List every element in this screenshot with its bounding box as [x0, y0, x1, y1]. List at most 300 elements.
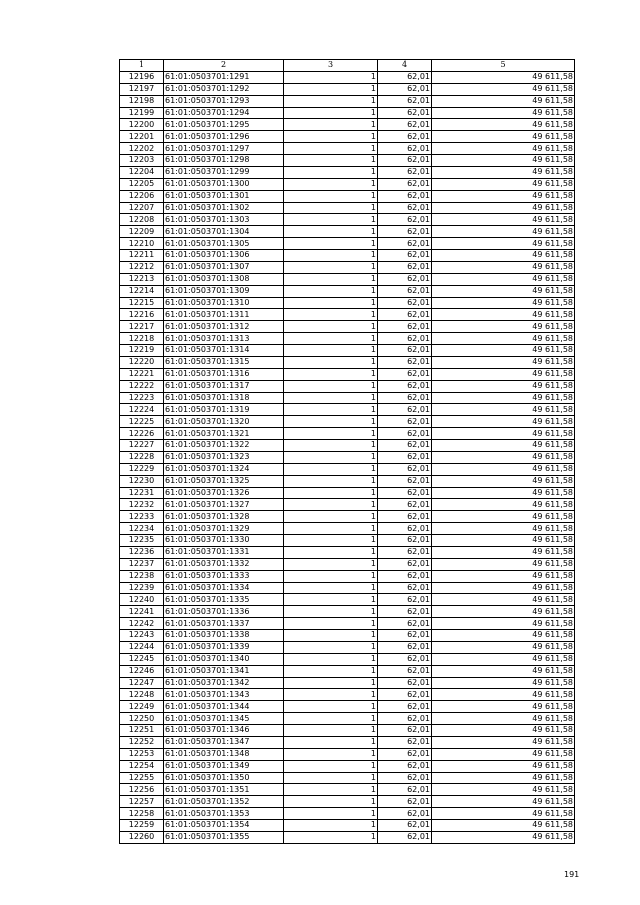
row-number-cell: 12256	[120, 784, 164, 796]
cadastral-number-cell: 61:01:0503701:1345	[164, 713, 284, 725]
count-cell: 1	[284, 250, 378, 262]
table-row	[120, 463, 575, 475]
count-cell: 1	[284, 570, 378, 582]
row-number-cell: 12250	[120, 713, 164, 725]
row-number-cell: 12227	[120, 440, 164, 452]
cadastral-number-cell: 61:01:0503701:1293	[164, 95, 284, 107]
cadastral-number-cell: 61:01:0503701:1319	[164, 404, 284, 416]
row-number-cell: 12197	[120, 83, 164, 95]
area-cell: 62,01	[378, 677, 432, 689]
table-row	[120, 511, 575, 523]
row-number-cell: 12210	[120, 238, 164, 250]
value-cell: 49 611,58	[432, 582, 575, 594]
value-cell: 49 611,58	[432, 226, 575, 238]
cadastral-number-cell: 61:01:0503701:1354	[164, 820, 284, 832]
table-row	[120, 535, 575, 547]
area-cell: 62,01	[378, 238, 432, 250]
table-row	[120, 309, 575, 321]
area-cell: 62,01	[378, 475, 432, 487]
count-cell: 1	[284, 499, 378, 511]
cadastral-number-cell: 61:01:0503701:1338	[164, 630, 284, 642]
cadastral-number-cell: 61:01:0503701:1326	[164, 487, 284, 499]
table-row	[120, 499, 575, 511]
row-number-cell: 12237	[120, 558, 164, 570]
count-cell: 1	[284, 131, 378, 143]
cadastral-number-cell: 61:01:0503701:1331	[164, 546, 284, 558]
row-number-cell: 12198	[120, 95, 164, 107]
area-cell: 62,01	[378, 665, 432, 677]
area-cell: 62,01	[378, 713, 432, 725]
count-cell: 1	[284, 166, 378, 178]
cadastral-number-cell: 61:01:0503701:1297	[164, 143, 284, 155]
table-header-row	[120, 60, 575, 72]
table-row	[120, 808, 575, 820]
value-cell: 49 611,58	[432, 808, 575, 820]
area-cell: 62,01	[378, 451, 432, 463]
row-number-cell: 12228	[120, 451, 164, 463]
cadastral-number-cell: 61:01:0503701:1312	[164, 321, 284, 333]
table-row	[120, 392, 575, 404]
cadastral-number-cell: 61:01:0503701:1343	[164, 689, 284, 701]
cadastral-number-cell: 61:01:0503701:1337	[164, 618, 284, 630]
table-row	[120, 820, 575, 832]
table-row	[120, 297, 575, 309]
value-cell: 49 611,58	[432, 641, 575, 653]
value-cell: 49 611,58	[432, 83, 575, 95]
cadastral-number-cell: 61:01:0503701:1332	[164, 558, 284, 570]
count-cell: 1	[284, 582, 378, 594]
value-cell: 49 611,58	[432, 166, 575, 178]
table-row	[120, 380, 575, 392]
count-cell: 1	[284, 653, 378, 665]
value-cell: 49 611,58	[432, 831, 575, 843]
row-number-cell: 12234	[120, 523, 164, 535]
count-cell: 1	[284, 83, 378, 95]
table-row	[120, 725, 575, 737]
table-row	[120, 831, 575, 843]
cadastral-number-cell: 61:01:0503701:1291	[164, 71, 284, 83]
area-cell: 62,01	[378, 523, 432, 535]
table-row	[120, 107, 575, 119]
table-row	[120, 475, 575, 487]
count-cell: 1	[284, 178, 378, 190]
cadastral-number-cell: 61:01:0503701:1292	[164, 83, 284, 95]
value-cell: 49 611,58	[432, 653, 575, 665]
row-number-cell: 12196	[120, 71, 164, 83]
cadastral-number-cell: 61:01:0503701:1308	[164, 273, 284, 285]
table-row	[120, 261, 575, 273]
count-cell: 1	[284, 736, 378, 748]
area-cell: 62,01	[378, 107, 432, 119]
value-cell: 49 611,58	[432, 155, 575, 167]
area-cell: 62,01	[378, 582, 432, 594]
table-row	[120, 665, 575, 677]
cadastral-number-cell: 61:01:0503701:1305	[164, 238, 284, 250]
row-number-cell: 12220	[120, 356, 164, 368]
cadastral-number-cell: 61:01:0503701:1355	[164, 831, 284, 843]
row-number-cell: 12258	[120, 808, 164, 820]
count-cell: 1	[284, 309, 378, 321]
area-cell: 62,01	[378, 487, 432, 499]
count-cell: 1	[284, 463, 378, 475]
cadastral-number-cell: 61:01:0503701:1341	[164, 665, 284, 677]
table-row	[120, 630, 575, 642]
cadastral-number-cell: 61:01:0503701:1317	[164, 380, 284, 392]
area-cell: 62,01	[378, 416, 432, 428]
table-row	[120, 214, 575, 226]
count-cell: 1	[284, 748, 378, 760]
value-cell: 49 611,58	[432, 748, 575, 760]
value-cell: 49 611,58	[432, 570, 575, 582]
row-number-cell: 12242	[120, 618, 164, 630]
value-cell: 49 611,58	[432, 321, 575, 333]
count-cell: 1	[284, 143, 378, 155]
row-number-cell: 12225	[120, 416, 164, 428]
row-number-cell: 12221	[120, 368, 164, 380]
count-cell: 1	[284, 511, 378, 523]
cadastral-number-cell: 61:01:0503701:1321	[164, 428, 284, 440]
count-cell: 1	[284, 760, 378, 772]
area-cell: 62,01	[378, 226, 432, 238]
count-cell: 1	[284, 630, 378, 642]
table-row	[120, 119, 575, 131]
cadastral-number-cell: 61:01:0503701:1320	[164, 416, 284, 428]
row-number-cell: 12243	[120, 630, 164, 642]
row-number-cell: 12205	[120, 178, 164, 190]
cadastral-number-cell: 61:01:0503701:1311	[164, 309, 284, 321]
value-cell: 49 611,58	[432, 594, 575, 606]
count-cell: 1	[284, 107, 378, 119]
count-cell: 1	[284, 95, 378, 107]
row-number-cell: 12241	[120, 606, 164, 618]
area-cell: 62,01	[378, 606, 432, 618]
count-cell: 1	[284, 772, 378, 784]
value-cell: 49 611,58	[432, 736, 575, 748]
area-cell: 62,01	[378, 784, 432, 796]
value-cell: 49 611,58	[432, 285, 575, 297]
column-header-1: 1	[120, 60, 164, 72]
cadastral-number-cell: 61:01:0503701:1352	[164, 796, 284, 808]
area-cell: 62,01	[378, 808, 432, 820]
value-cell: 49 611,58	[432, 214, 575, 226]
cadastral-number-cell: 61:01:0503701:1339	[164, 641, 284, 653]
value-cell: 49 611,58	[432, 546, 575, 558]
count-cell: 1	[284, 428, 378, 440]
value-cell: 49 611,58	[432, 345, 575, 357]
table-row	[120, 428, 575, 440]
column-header-4: 4	[378, 60, 432, 72]
area-cell: 62,01	[378, 630, 432, 642]
row-number-cell: 12209	[120, 226, 164, 238]
value-cell: 49 611,58	[432, 190, 575, 202]
value-cell: 49 611,58	[432, 392, 575, 404]
area-cell: 62,01	[378, 641, 432, 653]
cadastral-number-cell: 61:01:0503701:1303	[164, 214, 284, 226]
table-row	[120, 190, 575, 202]
value-cell: 49 611,58	[432, 499, 575, 511]
area-cell: 62,01	[378, 261, 432, 273]
table-row	[120, 95, 575, 107]
count-cell: 1	[284, 214, 378, 226]
count-cell: 1	[284, 368, 378, 380]
cadastral-number-cell: 61:01:0503701:1315	[164, 356, 284, 368]
count-cell: 1	[284, 202, 378, 214]
count-cell: 1	[284, 345, 378, 357]
cadastral-number-cell: 61:01:0503701:1310	[164, 297, 284, 309]
area-cell: 62,01	[378, 368, 432, 380]
value-cell: 49 611,58	[432, 297, 575, 309]
cadastral-number-cell: 61:01:0503701:1314	[164, 345, 284, 357]
count-cell: 1	[284, 404, 378, 416]
cadastral-number-cell: 61:01:0503701:1328	[164, 511, 284, 523]
row-number-cell: 12238	[120, 570, 164, 582]
value-cell: 49 611,58	[432, 309, 575, 321]
cadastral-number-cell: 61:01:0503701:1316	[164, 368, 284, 380]
area-cell: 62,01	[378, 155, 432, 167]
count-cell: 1	[284, 297, 378, 309]
cadastral-number-cell: 61:01:0503701:1335	[164, 594, 284, 606]
area-cell: 62,01	[378, 558, 432, 570]
value-cell: 49 611,58	[432, 463, 575, 475]
row-number-cell: 12232	[120, 499, 164, 511]
area-cell: 62,01	[378, 333, 432, 345]
value-cell: 49 611,58	[432, 261, 575, 273]
row-number-cell: 12212	[120, 261, 164, 273]
cadastral-number-cell: 61:01:0503701:1295	[164, 119, 284, 131]
row-number-cell: 12222	[120, 380, 164, 392]
area-cell: 62,01	[378, 689, 432, 701]
area-cell: 62,01	[378, 404, 432, 416]
row-number-cell: 12223	[120, 392, 164, 404]
value-cell: 49 611,58	[432, 202, 575, 214]
table-row	[120, 546, 575, 558]
value-cell: 49 611,58	[432, 784, 575, 796]
area-cell: 62,01	[378, 748, 432, 760]
table-row	[120, 558, 575, 570]
cadastral-number-cell: 61:01:0503701:1324	[164, 463, 284, 475]
row-number-cell: 12224	[120, 404, 164, 416]
value-cell: 49 611,58	[432, 333, 575, 345]
area-cell: 62,01	[378, 570, 432, 582]
row-number-cell: 12206	[120, 190, 164, 202]
row-number-cell: 12248	[120, 689, 164, 701]
column-header-5: 5	[432, 60, 575, 72]
value-cell: 49 611,58	[432, 71, 575, 83]
count-cell: 1	[284, 451, 378, 463]
table-row	[120, 641, 575, 653]
area-cell: 62,01	[378, 119, 432, 131]
area-cell: 62,01	[378, 166, 432, 178]
count-cell: 1	[284, 333, 378, 345]
count-cell: 1	[284, 392, 378, 404]
cadastral-number-cell: 61:01:0503701:1353	[164, 808, 284, 820]
area-cell: 62,01	[378, 725, 432, 737]
row-number-cell: 12213	[120, 273, 164, 285]
value-cell: 49 611,58	[432, 273, 575, 285]
page-number: 191	[564, 870, 580, 879]
area-cell: 62,01	[378, 440, 432, 452]
area-cell: 62,01	[378, 83, 432, 95]
cadastral-number-cell: 61:01:0503701:1344	[164, 701, 284, 713]
count-cell: 1	[284, 273, 378, 285]
table-row	[120, 653, 575, 665]
row-number-cell: 12229	[120, 463, 164, 475]
area-cell: 62,01	[378, 772, 432, 784]
cadastral-number-cell: 61:01:0503701:1299	[164, 166, 284, 178]
row-number-cell: 12249	[120, 701, 164, 713]
value-cell: 49 611,58	[432, 606, 575, 618]
row-number-cell: 12208	[120, 214, 164, 226]
cadastral-number-cell: 61:01:0503701:1349	[164, 760, 284, 772]
row-number-cell: 12247	[120, 677, 164, 689]
cadastral-number-cell: 61:01:0503701:1300	[164, 178, 284, 190]
column-header-3: 3	[284, 60, 378, 72]
cadastral-number-cell: 61:01:0503701:1318	[164, 392, 284, 404]
table-row	[120, 143, 575, 155]
area-cell: 62,01	[378, 594, 432, 606]
row-number-cell: 12252	[120, 736, 164, 748]
area-cell: 62,01	[378, 701, 432, 713]
value-cell: 49 611,58	[432, 701, 575, 713]
cadastral-number-cell: 61:01:0503701:1313	[164, 333, 284, 345]
value-cell: 49 611,58	[432, 178, 575, 190]
value-cell: 49 611,58	[432, 665, 575, 677]
table-row	[120, 713, 575, 725]
value-cell: 49 611,58	[432, 796, 575, 808]
table-row	[120, 796, 575, 808]
area-cell: 62,01	[378, 321, 432, 333]
value-cell: 49 611,58	[432, 772, 575, 784]
table-row	[120, 285, 575, 297]
area-cell: 62,01	[378, 511, 432, 523]
column-header-2: 2	[164, 60, 284, 72]
row-number-cell: 12203	[120, 155, 164, 167]
value-cell: 49 611,58	[432, 131, 575, 143]
cadastral-number-cell: 61:01:0503701:1342	[164, 677, 284, 689]
row-number-cell: 12201	[120, 131, 164, 143]
area-cell: 62,01	[378, 535, 432, 547]
table-row	[120, 416, 575, 428]
cadastral-number-cell: 61:01:0503701:1306	[164, 250, 284, 262]
table-row	[120, 701, 575, 713]
table-row	[120, 451, 575, 463]
cadastral-number-cell: 61:01:0503701:1301	[164, 190, 284, 202]
table-row	[120, 689, 575, 701]
row-number-cell: 12200	[120, 119, 164, 131]
area-cell: 62,01	[378, 796, 432, 808]
row-number-cell: 12219	[120, 345, 164, 357]
cadastral-number-cell: 61:01:0503701:1307	[164, 261, 284, 273]
cadastral-number-cell: 61:01:0503701:1346	[164, 725, 284, 737]
area-cell: 62,01	[378, 202, 432, 214]
area-cell: 62,01	[378, 178, 432, 190]
value-cell: 49 611,58	[432, 760, 575, 772]
count-cell: 1	[284, 261, 378, 273]
value-cell: 49 611,58	[432, 250, 575, 262]
value-cell: 49 611,58	[432, 143, 575, 155]
count-cell: 1	[284, 285, 378, 297]
row-number-cell: 12235	[120, 535, 164, 547]
row-number-cell: 12240	[120, 594, 164, 606]
table-row	[120, 131, 575, 143]
row-number-cell: 12257	[120, 796, 164, 808]
row-number-cell: 12245	[120, 653, 164, 665]
value-cell: 49 611,58	[432, 511, 575, 523]
area-cell: 62,01	[378, 285, 432, 297]
cadastral-number-cell: 61:01:0503701:1330	[164, 535, 284, 547]
value-cell: 49 611,58	[432, 535, 575, 547]
count-cell: 1	[284, 808, 378, 820]
table-row	[120, 748, 575, 760]
cadastral-number-cell: 61:01:0503701:1296	[164, 131, 284, 143]
table-row	[120, 677, 575, 689]
value-cell: 49 611,58	[432, 416, 575, 428]
count-cell: 1	[284, 546, 378, 558]
table-row	[120, 155, 575, 167]
value-cell: 49 611,58	[432, 558, 575, 570]
count-cell: 1	[284, 155, 378, 167]
value-cell: 49 611,58	[432, 368, 575, 380]
count-cell: 1	[284, 689, 378, 701]
value-cell: 49 611,58	[432, 677, 575, 689]
row-number-cell: 12207	[120, 202, 164, 214]
area-cell: 62,01	[378, 380, 432, 392]
value-cell: 49 611,58	[432, 523, 575, 535]
count-cell: 1	[284, 356, 378, 368]
value-cell: 49 611,58	[432, 713, 575, 725]
table-row	[120, 582, 575, 594]
area-cell: 62,01	[378, 618, 432, 630]
value-cell: 49 611,58	[432, 689, 575, 701]
value-cell: 49 611,58	[432, 618, 575, 630]
count-cell: 1	[284, 796, 378, 808]
row-number-cell: 12251	[120, 725, 164, 737]
data-table	[119, 59, 575, 844]
count-cell: 1	[284, 820, 378, 832]
value-cell: 49 611,58	[432, 475, 575, 487]
cadastral-number-cell: 61:01:0503701:1347	[164, 736, 284, 748]
area-cell: 62,01	[378, 273, 432, 285]
row-number-cell: 12246	[120, 665, 164, 677]
area-cell: 62,01	[378, 831, 432, 843]
value-cell: 49 611,58	[432, 95, 575, 107]
area-cell: 62,01	[378, 190, 432, 202]
table-row	[120, 736, 575, 748]
row-number-cell: 12239	[120, 582, 164, 594]
table-row	[120, 202, 575, 214]
cadastral-number-cell: 61:01:0503701:1298	[164, 155, 284, 167]
row-number-cell: 12211	[120, 250, 164, 262]
table-row	[120, 321, 575, 333]
count-cell: 1	[284, 725, 378, 737]
row-number-cell: 12253	[120, 748, 164, 760]
value-cell: 49 611,58	[432, 630, 575, 642]
table-row	[120, 440, 575, 452]
area-cell: 62,01	[378, 345, 432, 357]
cadastral-number-cell: 61:01:0503701:1322	[164, 440, 284, 452]
area-cell: 62,01	[378, 356, 432, 368]
cadastral-number-cell: 61:01:0503701:1304	[164, 226, 284, 238]
value-cell: 49 611,58	[432, 238, 575, 250]
table-row	[120, 178, 575, 190]
area-cell: 62,01	[378, 95, 432, 107]
area-cell: 62,01	[378, 392, 432, 404]
table-row	[120, 238, 575, 250]
value-cell: 49 611,58	[432, 451, 575, 463]
value-cell: 49 611,58	[432, 380, 575, 392]
table-row	[120, 345, 575, 357]
cadastral-number-cell: 61:01:0503701:1329	[164, 523, 284, 535]
